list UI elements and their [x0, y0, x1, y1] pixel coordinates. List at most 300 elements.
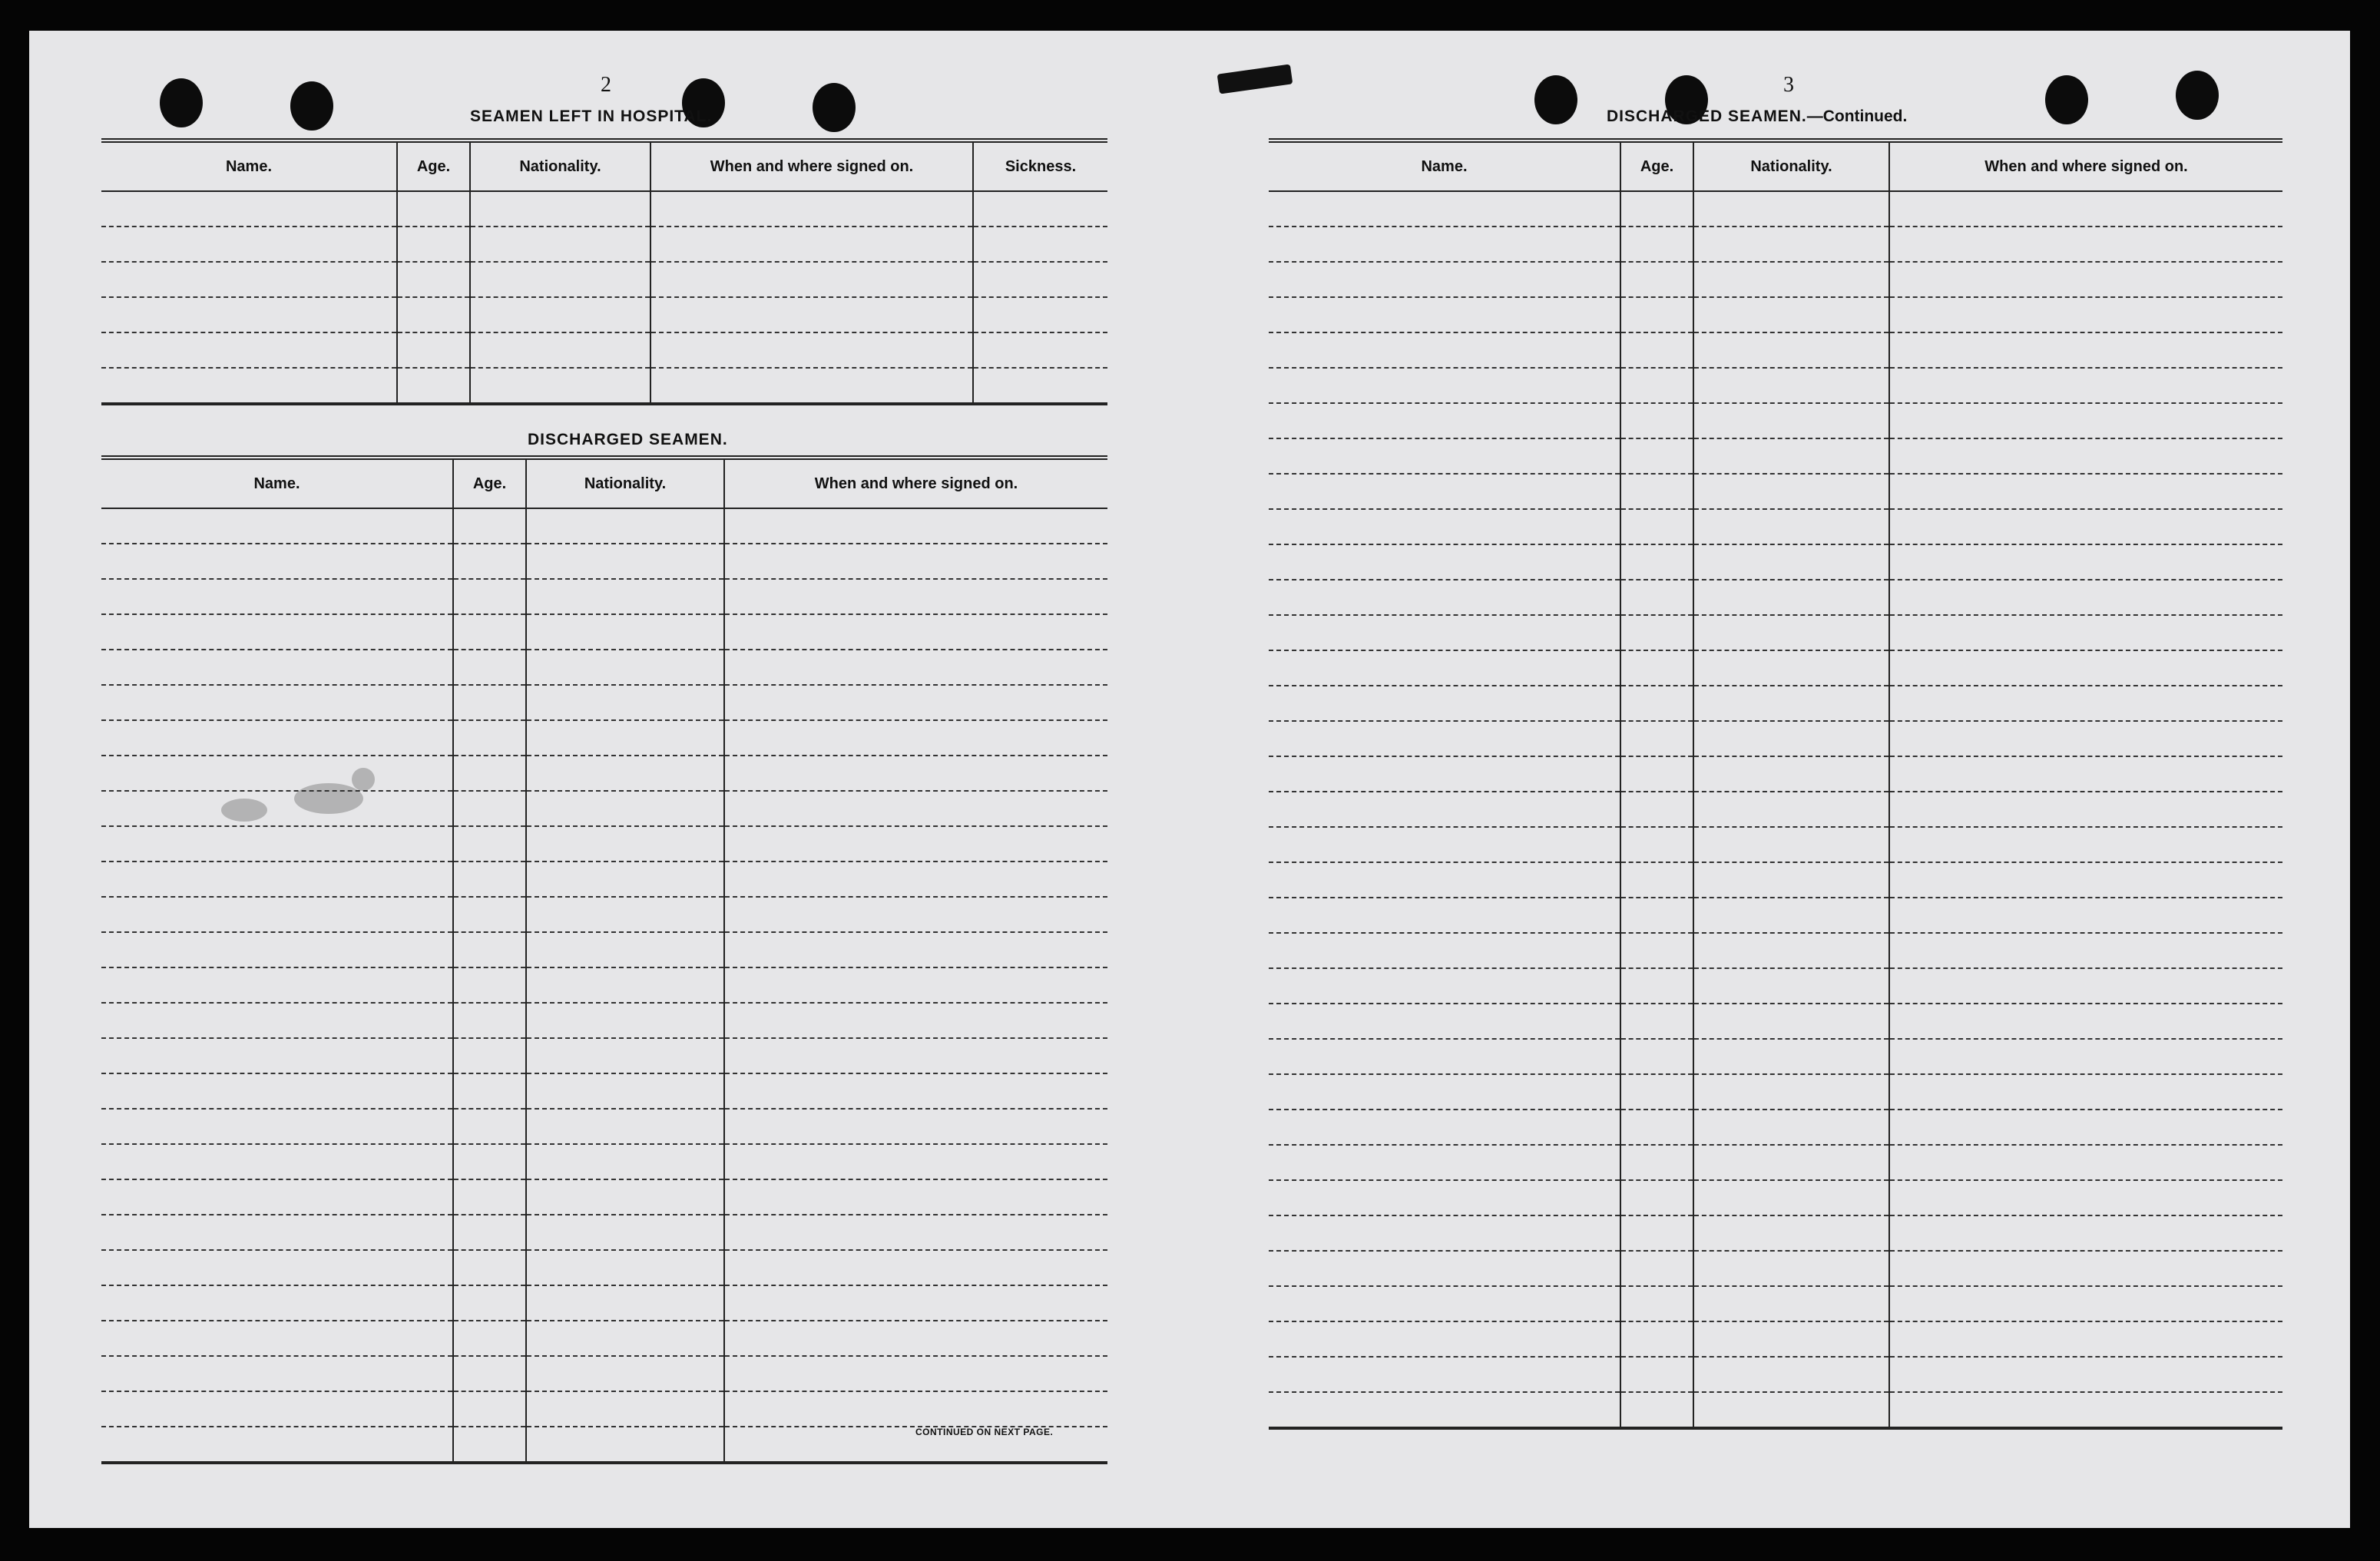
table-cell	[397, 262, 470, 297]
table-cell	[1693, 1251, 1889, 1286]
table-cell	[1693, 1392, 1889, 1428]
table-cell	[1269, 1110, 1620, 1145]
table-cell	[724, 1321, 1107, 1356]
table-cell	[1269, 862, 1620, 898]
table-cell	[1269, 1357, 1620, 1392]
table-row	[1269, 1039, 2282, 1074]
hospital-table	[101, 138, 1107, 405]
table-row	[101, 332, 1107, 368]
table-cell	[1693, 403, 1889, 438]
table-row	[101, 650, 1107, 685]
table-cell	[101, 544, 453, 579]
table-cell	[1620, 1074, 1693, 1110]
table-cell	[1693, 827, 1889, 862]
table-cell	[397, 297, 470, 332]
table-cell	[101, 791, 453, 826]
table-cell	[526, 1285, 724, 1321]
table-cell	[1620, 1004, 1693, 1039]
table-cell	[1889, 438, 2282, 474]
column-header-signed-on: When and where signed on.	[724, 458, 1107, 508]
table-row	[1269, 650, 2282, 686]
table-row	[1269, 1145, 2282, 1180]
table-cell	[453, 897, 526, 932]
table-cell	[101, 614, 453, 650]
table-cell	[724, 791, 1107, 826]
table-cell	[397, 368, 470, 404]
table-cell	[1269, 227, 1620, 262]
table-cell	[526, 1427, 724, 1463]
table-cell	[1889, 862, 2282, 898]
table-row	[1269, 1392, 2282, 1428]
table-row	[1269, 438, 2282, 474]
table-cell	[1693, 1110, 1889, 1145]
table-cell	[1889, 686, 2282, 721]
table-cell	[1620, 792, 1693, 827]
table-cell	[453, 1321, 526, 1356]
column-header-nationality: Nationality.	[526, 458, 724, 508]
document-sheet	[29, 31, 2350, 1528]
table-cell	[1620, 544, 1693, 580]
table-cell	[101, 862, 453, 897]
table-cell	[1889, 544, 2282, 580]
table-cell	[397, 191, 470, 227]
column-header-signed-on: When and where signed on.	[650, 141, 973, 191]
column-header-age: Age.	[397, 141, 470, 191]
table-row	[101, 614, 1107, 650]
table-cell	[1269, 1074, 1620, 1110]
table-cell	[101, 1215, 453, 1250]
table-row	[1269, 827, 2282, 862]
table-cell	[1620, 968, 1693, 1004]
table-cell	[101, 1179, 453, 1215]
table-cell	[1269, 368, 1620, 403]
table-row	[101, 1179, 1107, 1215]
table-row	[1269, 297, 2282, 332]
table-cell	[453, 1144, 526, 1179]
table-cell	[526, 1073, 724, 1109]
table-cell	[470, 227, 650, 262]
table-cell	[1889, 1039, 2282, 1074]
table-cell	[1693, 580, 1889, 615]
table-cell	[973, 262, 1107, 297]
table-cell	[1620, 332, 1693, 368]
table-cell	[1693, 898, 1889, 933]
table-cell	[973, 191, 1107, 227]
table-cell	[1889, 1004, 2282, 1039]
table-cell	[1620, 1145, 1693, 1180]
table-cell	[526, 967, 724, 1003]
table-cell	[1889, 650, 2282, 686]
column-header-nationality: Nationality.	[470, 141, 650, 191]
table-cell	[101, 932, 453, 967]
table-cell	[1693, 1004, 1889, 1039]
table-cell	[724, 756, 1107, 791]
table-cell	[101, 1391, 453, 1427]
table-cell	[470, 297, 650, 332]
table-cell	[453, 720, 526, 756]
table-cell	[1693, 1145, 1889, 1180]
table-cell	[453, 614, 526, 650]
table-cell	[101, 508, 453, 544]
table-cell	[101, 897, 453, 932]
table-cell	[1889, 792, 2282, 827]
table-cell	[1693, 474, 1889, 509]
table-cell	[453, 508, 526, 544]
table-cell	[1620, 509, 1693, 544]
table-row	[101, 897, 1107, 932]
table-cell	[1269, 1004, 1620, 1039]
table-row	[101, 297, 1107, 332]
table-cell	[1269, 615, 1620, 650]
table-cell	[453, 685, 526, 720]
table-cell	[1693, 191, 1889, 227]
table-cell	[1889, 580, 2282, 615]
table-row	[101, 227, 1107, 262]
table-row	[101, 967, 1107, 1003]
table-row	[1269, 368, 2282, 403]
table-row	[1269, 1110, 2282, 1145]
table-cell	[1269, 1321, 1620, 1357]
table-cell	[724, 579, 1107, 614]
table-cell	[650, 297, 973, 332]
table-cell	[526, 1215, 724, 1250]
table-cell	[1269, 262, 1620, 297]
table-cell	[724, 1356, 1107, 1391]
table-cell	[1620, 721, 1693, 756]
table-cell	[453, 1250, 526, 1285]
table-cell	[1620, 227, 1693, 262]
table-cell	[526, 1356, 724, 1391]
table-cell	[526, 897, 724, 932]
table-cell	[724, 1391, 1107, 1427]
table-row	[101, 862, 1107, 897]
table-cell	[650, 262, 973, 297]
table-cell	[1269, 191, 1620, 227]
table-cell	[1269, 792, 1620, 827]
table-cell	[724, 508, 1107, 544]
table-cell	[1620, 862, 1693, 898]
table-cell	[1620, 1392, 1693, 1428]
table-cell	[1693, 297, 1889, 332]
table-cell	[1620, 474, 1693, 509]
page-number: 2	[601, 73, 611, 97]
table-cell	[1620, 297, 1693, 332]
table-cell	[101, 756, 453, 791]
table-cell	[101, 368, 397, 404]
table-cell	[1693, 792, 1889, 827]
table-cell	[1693, 756, 1889, 792]
table-cell	[1889, 332, 2282, 368]
table-cell	[1269, 827, 1620, 862]
table-cell	[973, 332, 1107, 368]
table-cell	[470, 191, 650, 227]
table-cell	[1889, 1357, 2282, 1392]
table-cell	[453, 1038, 526, 1073]
table-cell	[101, 1109, 453, 1144]
table-cell	[1889, 262, 2282, 297]
hospital-section-title: SEAMEN LEFT IN HOSPITAL.	[470, 107, 713, 125]
table-cell	[1620, 1357, 1693, 1392]
table-cell	[470, 368, 650, 404]
table-cell	[1693, 1074, 1889, 1110]
table-cell	[1889, 1251, 2282, 1286]
table-cell	[724, 826, 1107, 862]
table-cell	[1889, 721, 2282, 756]
table-cell	[101, 967, 453, 1003]
table-cell	[526, 650, 724, 685]
table-cell	[724, 862, 1107, 897]
table-cell	[724, 932, 1107, 967]
table-cell	[1269, 509, 1620, 544]
table-cell	[1693, 1321, 1889, 1357]
table-row	[1269, 1074, 2282, 1110]
table-cell	[1693, 1215, 1889, 1251]
table-cell	[526, 1003, 724, 1038]
table-cell	[453, 862, 526, 897]
table-cell	[1269, 756, 1620, 792]
table-cell	[1269, 1215, 1620, 1251]
table-cell	[101, 227, 397, 262]
table-cell	[1693, 509, 1889, 544]
table-cell	[526, 1038, 724, 1073]
table-row	[1269, 1251, 2282, 1286]
table-cell	[1620, 262, 1693, 297]
table-row	[101, 1109, 1107, 1144]
table-cell	[1693, 1180, 1889, 1215]
table-row	[1269, 898, 2282, 933]
column-header-age: Age.	[453, 458, 526, 508]
table-cell	[1269, 438, 1620, 474]
table-row	[101, 826, 1107, 862]
table-cell	[1889, 1321, 2282, 1357]
table-cell	[1889, 615, 2282, 650]
table-cell	[453, 826, 526, 862]
table-cell	[724, 1144, 1107, 1179]
table-cell	[453, 1427, 526, 1463]
table-cell	[1693, 227, 1889, 262]
table-cell	[1889, 827, 2282, 862]
table-cell	[1269, 1392, 1620, 1428]
table-cell	[1693, 1039, 1889, 1074]
table-cell	[1269, 1180, 1620, 1215]
table-row	[101, 508, 1107, 544]
table-cell	[1693, 544, 1889, 580]
table-cell	[526, 579, 724, 614]
table-cell	[526, 826, 724, 862]
table-cell	[453, 1356, 526, 1391]
table-cell	[101, 1427, 453, 1463]
table-cell	[1889, 1286, 2282, 1321]
table-cell	[1269, 898, 1620, 933]
discharged-table-right-rows	[1269, 191, 2282, 1428]
table-row	[101, 1356, 1107, 1391]
table-cell	[1620, 756, 1693, 792]
table-cell	[526, 1321, 724, 1356]
table-cell	[724, 544, 1107, 579]
table-row	[1269, 615, 2282, 650]
table-cell	[1889, 1392, 2282, 1428]
table-cell	[973, 368, 1107, 404]
table-cell	[1269, 403, 1620, 438]
table-row	[1269, 1004, 2282, 1039]
table-row	[1269, 262, 2282, 297]
table-row	[1269, 191, 2282, 227]
table-cell	[650, 227, 973, 262]
table-row	[101, 1003, 1107, 1038]
title-suffix: —Continued.	[1806, 107, 1908, 125]
table-cell	[101, 1073, 453, 1109]
column-header-nationality: Nationality.	[1693, 141, 1889, 191]
table-cell	[526, 791, 724, 826]
table-row	[1269, 862, 2282, 898]
table-cell	[1269, 1145, 1620, 1180]
table-cell	[724, 1003, 1107, 1038]
table-cell	[1620, 1110, 1693, 1145]
table-row	[1269, 686, 2282, 721]
table-cell	[1620, 686, 1693, 721]
table-cell	[526, 1250, 724, 1285]
discharged-continued-title	[1607, 107, 1907, 126]
discharged-table-left	[101, 455, 1107, 1464]
table-cell	[101, 297, 397, 332]
table-cell	[1620, 438, 1693, 474]
table-cell	[1693, 368, 1889, 403]
table-row	[101, 791, 1107, 826]
table-cell	[1693, 721, 1889, 756]
table-cell	[724, 1215, 1107, 1250]
table-row	[1269, 544, 2282, 580]
column-header-name: Name.	[101, 141, 397, 191]
table-cell	[1889, 474, 2282, 509]
table-cell	[1889, 1215, 2282, 1251]
table-cell	[526, 685, 724, 720]
table-row	[101, 544, 1107, 579]
table-row	[1269, 933, 2282, 968]
table-cell	[1269, 1039, 1620, 1074]
column-header-age: Age.	[1620, 141, 1693, 191]
table-cell	[724, 967, 1107, 1003]
table-cell	[724, 1179, 1107, 1215]
table-cell	[1889, 1110, 2282, 1145]
table-cell	[526, 1179, 724, 1215]
table-cell	[650, 332, 973, 368]
table-cell	[1269, 297, 1620, 332]
table-cell	[453, 967, 526, 1003]
table-row	[1269, 1215, 2282, 1251]
table-cell	[526, 1391, 724, 1427]
table-row	[1269, 1180, 2282, 1215]
table-cell	[1889, 1074, 2282, 1110]
table-cell	[526, 614, 724, 650]
table-cell	[470, 262, 650, 297]
hospital-table-rows	[101, 191, 1107, 404]
table-cell	[724, 1109, 1107, 1144]
table-row	[101, 756, 1107, 791]
table-cell	[101, 332, 397, 368]
table-cell	[1269, 933, 1620, 968]
table-cell	[101, 1285, 453, 1321]
table-row	[101, 1285, 1107, 1321]
table-cell	[397, 332, 470, 368]
table-row	[101, 1391, 1107, 1427]
table-cell	[453, 1215, 526, 1250]
table-cell	[1693, 933, 1889, 968]
table-cell	[1693, 968, 1889, 1004]
table-row	[1269, 332, 2282, 368]
table-cell	[101, 1003, 453, 1038]
table-cell	[1620, 191, 1693, 227]
table-cell	[1269, 544, 1620, 580]
table-cell	[1693, 438, 1889, 474]
table-row	[101, 1215, 1107, 1250]
table-cell	[1620, 1039, 1693, 1074]
table-cell	[1620, 827, 1693, 862]
table-cell	[1889, 898, 2282, 933]
table-row	[1269, 474, 2282, 509]
table-cell	[1620, 403, 1693, 438]
table-cell	[1620, 1321, 1693, 1357]
table-row	[1269, 509, 2282, 544]
table-row	[101, 720, 1107, 756]
table-cell	[453, 1179, 526, 1215]
table-cell	[453, 932, 526, 967]
table-cell	[1620, 1286, 1693, 1321]
table-cell	[1620, 898, 1693, 933]
table-cell	[453, 1109, 526, 1144]
left-page	[101, 31, 1150, 1528]
table-row	[101, 1073, 1107, 1109]
table-cell	[1889, 368, 2282, 403]
table-cell	[101, 650, 453, 685]
table-cell	[1889, 1145, 2282, 1180]
table-row	[1269, 403, 2282, 438]
table-cell	[724, 614, 1107, 650]
table-cell	[1620, 615, 1693, 650]
table-cell	[1269, 686, 1620, 721]
table-cell	[1620, 580, 1693, 615]
table-row	[1269, 1286, 2282, 1321]
table-cell	[101, 1321, 453, 1356]
table-row	[101, 685, 1107, 720]
table-cell	[724, 1038, 1107, 1073]
table-cell	[526, 508, 724, 544]
table-row	[101, 1144, 1107, 1179]
table-row	[101, 1038, 1107, 1073]
table-cell	[1693, 862, 1889, 898]
table-row	[101, 1321, 1107, 1356]
table-cell	[101, 1144, 453, 1179]
table-cell	[101, 826, 453, 862]
table-cell	[453, 650, 526, 685]
table-cell	[1693, 332, 1889, 368]
table-cell	[1889, 968, 2282, 1004]
table-cell	[453, 756, 526, 791]
table-cell	[101, 262, 397, 297]
table-cell	[1889, 191, 2282, 227]
table-cell	[526, 544, 724, 579]
table-cell	[1889, 933, 2282, 968]
table-cell	[453, 1003, 526, 1038]
table-cell	[526, 932, 724, 967]
table-cell	[101, 579, 453, 614]
table-cell	[101, 1038, 453, 1073]
table-cell	[1620, 1215, 1693, 1251]
table-row	[1269, 580, 2282, 615]
table-row	[1269, 756, 2282, 792]
table-cell	[1620, 650, 1693, 686]
table-row	[101, 579, 1107, 614]
table-cell	[453, 544, 526, 579]
